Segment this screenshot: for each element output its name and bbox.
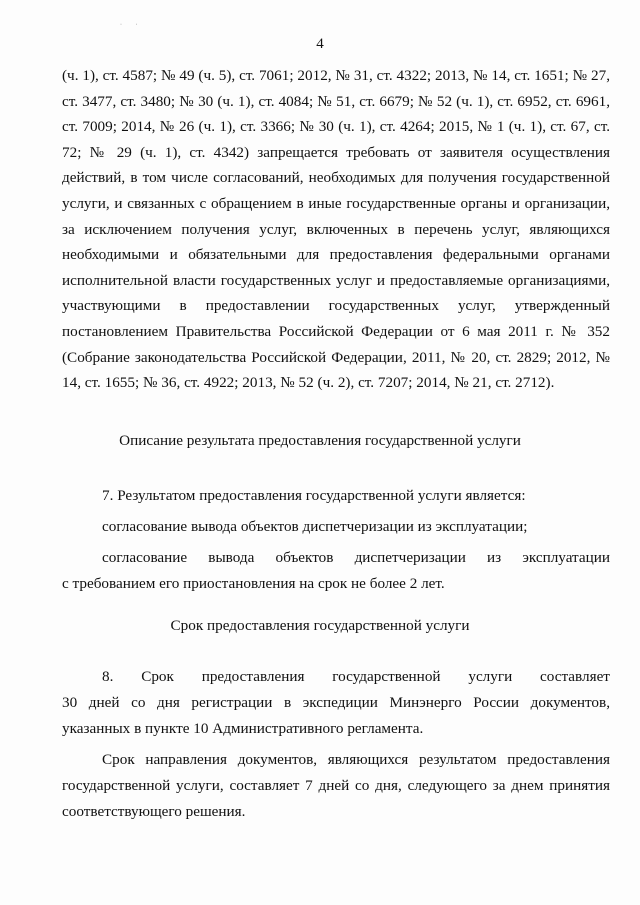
item-8-continuation: 30 дней со дня регистрации в экспедиции Минэнерго России документов, указанных в пункте 10 Административного регламента. [62,694,610,737]
word: вывода [208,549,255,566]
word: эксплуатации [522,549,610,566]
item-8-line1 [62,664,610,690]
word: предоставления [201,668,305,685]
word: согласование [102,549,188,566]
word: составляет [540,668,610,685]
word: объектов [275,549,334,566]
page-number: 4 [316,36,324,52]
word: Срок [141,668,174,685]
word: диспетчеризации [354,549,466,566]
word: из [487,549,502,566]
paragraph-legal-references [62,63,610,396]
item-7-intro: 7. Результатом предоставления государственной услуги является: [102,487,526,504]
word: 8. [102,668,114,685]
item-7-option-b-line1 [62,545,610,571]
section-term-body [62,664,610,825]
item-7-option-b-line2: с требованием его приостановления на срок не более 2 лет. [62,575,445,592]
scan-specks: · · [120,22,144,28]
item-8-paragraph-2: Срок направления документов, являющихся результатом предоставления государственной услуги, составляет 7 дней со дня, следующего за днем принятия соответствующего решения. [62,751,610,820]
word: услуги [468,668,513,685]
word: государственной [332,668,441,685]
section-heading-term: Срок предоставления государственной услуги [170,617,470,634]
section-heading-result: Описание результата предоставления государственной услуги [119,432,521,449]
section-result-body [62,483,610,597]
item-7-option-a: согласование вывода объектов диспетчеризации из эксплуатации; [102,518,528,535]
paragraph-text: (ч. 1), ст. 4587; № 49 (ч. 5), ст. 7061; 2012, № 31, ст. 4322; 2013, № 14, ст. 1651; № 27, ст. 3477, ст. 3480; № 30 (ч. 1), ст. 4084; № 51, ст. 6679; № 52 (ч. 1), ст. 6952, ст. 6961, ст. 7009; 2014, № 26 (ч. 1), ст. 3366; № 30 (ч. 1), ст. 4264; 2015, № 1 (ч. 1), ст. 67, ст. 72; № 29 (ч. 1), ст. 4342) запрещается требовать от заявителя осуществления действий, в том числе согласований, необходимых для получения государственной услуги, и связанных с обращением в иные государственные органы и организации, за исключением получения услуг, включенных в перечень услуг, являющихся необходимыми и обязательными для предоставления федеральными органами исполнительной власти государственных услуг и предоставляемые организациями, участвующими в предоставлении государственных услуг, утвержденный постановлением Правительства Российской Федерации от 6 мая 2011 г. № 352 (Собрание законодательства Российской Федерации, 2011, № 20, ст. 2829; 2012, № 14, ст. 1655; № 36, ст. 4922; 2013, № 52 (ч. 2), ст. 7207; 2014, № 21, ст. 2712). [62,67,610,392]
